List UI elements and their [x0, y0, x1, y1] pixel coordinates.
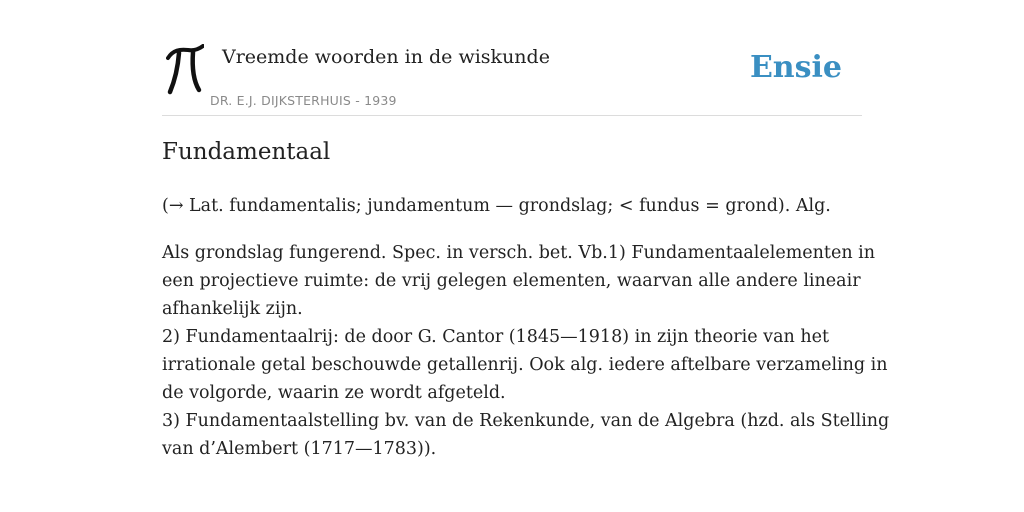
definition-line: 2) Fundamentaalrij: de door G. Cantor (1845—1918) in zijn theorie van het	[162, 327, 829, 347]
definition-line: een projectieve ruimte: de vrij gelegen elementen, waarvan alle andere lineair	[162, 271, 861, 291]
book-author-year: DR. E.J. DIJKSTERHUIS - 1939	[210, 93, 397, 108]
definition-line: afhankelijk zijn.	[162, 299, 303, 319]
book-title[interactable]: Vreemde woorden in de wiskunde	[222, 46, 550, 68]
ensie-logo-link[interactable]: Ensie	[749, 50, 842, 85]
pi-icon	[166, 44, 204, 96]
entry-title: Fundamentaal	[162, 139, 331, 165]
entry-etymology: (→ Lat. fundamentalis; jundamentum — grondslag; < fundus = grond). Alg.	[162, 196, 831, 216]
definition-line: Als grondslag fungerend. Spec. in versch. bet. Vb.1) Fundamentaalelementen in	[162, 243, 876, 263]
book-header	[162, 36, 862, 116]
entry-definition	[162, 239, 890, 463]
definition-line: 3) Fundamentaalstelling bv. van de Rekenkunde, van de Algebra (hzd. als Stelling	[162, 411, 890, 431]
definition-line: de volgorde, waarin ze wordt afgeteld.	[162, 383, 506, 403]
definition-line: irrationale getal beschouwde getallenrij. Ook alg. iedere aftelbare verzameling in	[162, 355, 888, 375]
definition-line: van d’Alembert (1717—1783)).	[162, 439, 437, 459]
